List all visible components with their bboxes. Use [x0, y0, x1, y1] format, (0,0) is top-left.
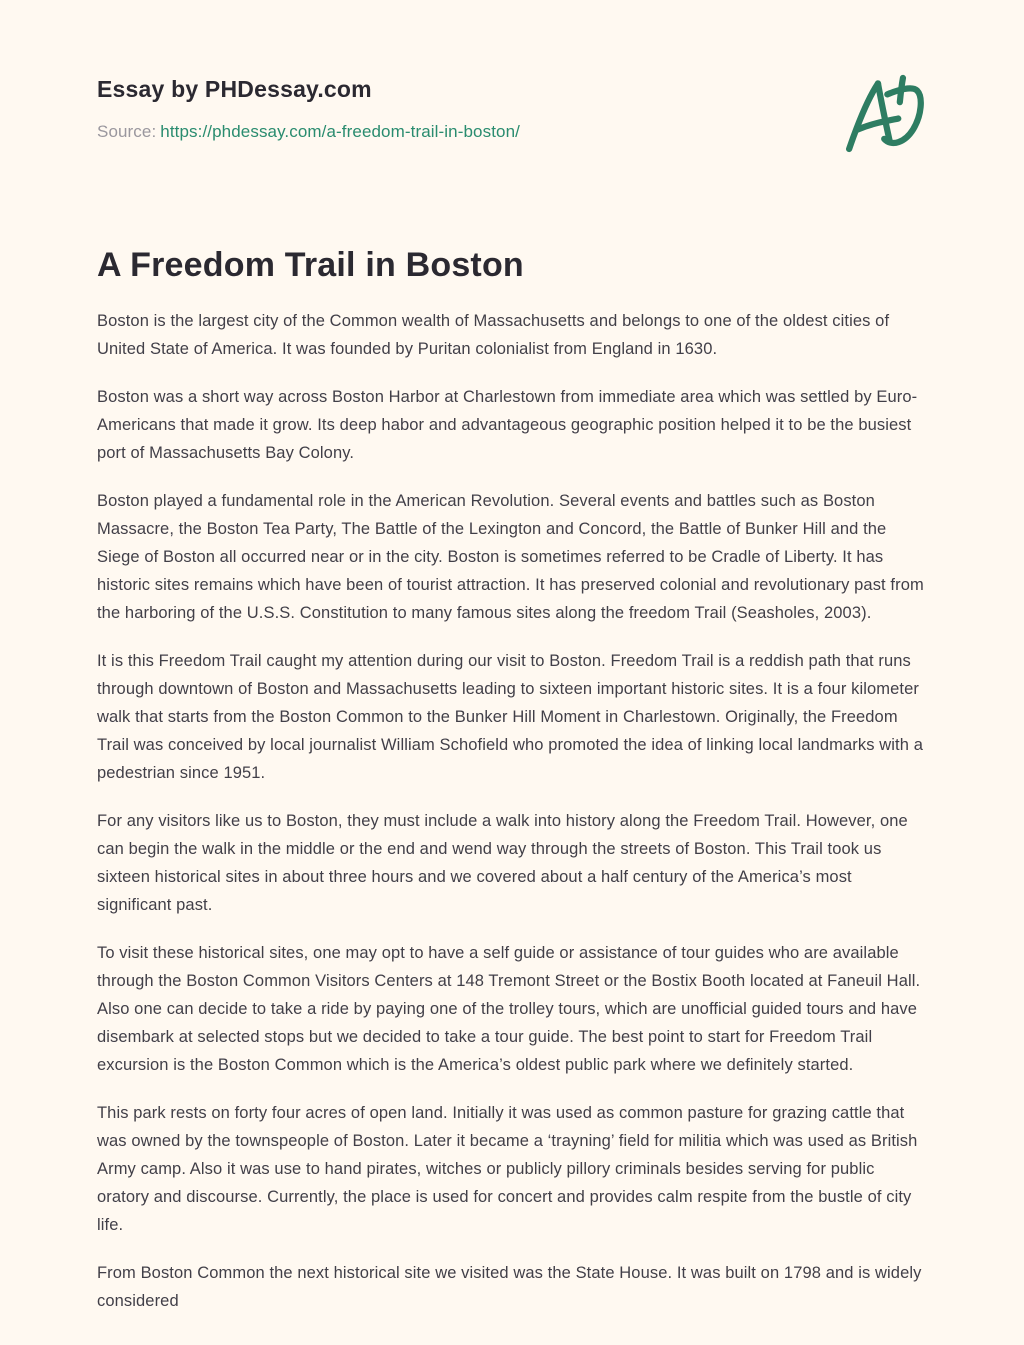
essay-paragraph: Boston was a short way across Boston Harbor at Charlestown from immediate area which was settled by Euro-Americans that made it grow. Its deep habor and advantageous geographic position helped it to be the busiest port of Massachusetts Bay Colony. — [97, 388, 918, 462]
a-plus-swoosh-icon — [846, 72, 924, 162]
site-title: Essay by PHDessay.com — [97, 76, 372, 102]
essay-body — [97, 307, 926, 1315]
source-line — [97, 122, 520, 142]
source-label: Source: — [97, 122, 157, 141]
essay-paragraph: This park rests on forty four acres of open land. Initially it was used as common pasture for grazing cattle that was owned by the townspeople of Boston. Later it became a ‘trayning’ field for militia which was used as British Army camp. Also it was use to hand pirates, witches or publicly pillory criminals besides serving for public oratory and discourse. Currently, the place is used for concert and provides calm respite from the bustle of city life. — [97, 1104, 918, 1234]
essay-paragraph: To visit these historical sites, one may opt to have a self guide or assistance of tour guides who are available through the Boston Common Visitors Centers at 148 Tremont Street or the Bostix Booth located at Faneuil Hall. Also one can decide to take a ride by paying one of the trolley tours, which are unofficial guided tours and have disembark at selected stops but we decided to take a tour guide. The best point to start for Freedom Trail excursion is the Boston Common which is the America’s oldest public park where we definitely started. — [97, 944, 921, 1074]
page-header — [97, 76, 926, 162]
source-link[interactable]: https://phdessay.com/a-freedom-trail-in-boston/ — [160, 122, 520, 141]
essay-title: A Freedom Trail in Boston — [97, 246, 524, 284]
essay-paragraph: It is this Freedom Trail caught my attention during our visit to Boston. Freedom Trail is a reddish path that runs through downtown of Boston and Massachusetts leading to sixteen important historic sites. It is a four kilometer walk that starts from the Boston Common to the Bunker Hill Moment in Charlestown. Originally, the Freedom Trail was conceived by local journalist William Schofield who promoted the idea of linking local landmarks with a pedestrian since 1951. — [97, 652, 923, 782]
essay-paragraph: Boston is the largest city of the Common wealth of Massachusetts and belongs to one of the oldest cities of United State of America. It was founded by Puritan colonialist from England in 1630. — [97, 312, 890, 358]
essay-content — [97, 247, 926, 1315]
essay-paragraph: For any visitors like us to Boston, they must include a walk into history along the Freedom Trail. However, one can begin the walk in the middle or the end and wend way through the streets of Boston. This Trail took us sixteen historical sites in about three hours and we covered about a half century of the America’s most significant past. — [97, 812, 908, 914]
essay-paragraph: From Boston Common the next historical site we visited was the State House. It was built on 1798 and is widely considered — [97, 1264, 922, 1310]
header-text-block — [97, 76, 520, 142]
phdessay-logo — [846, 72, 924, 162]
essay-paragraph: Boston played a fundamental role in the American Revolution. Several events and battles such as Boston Massacre, the Boston Tea Party, The Battle of the Lexington and Concord, the Battle of Bunker Hill and the Siege of Boston all occurred near or in the city. Boston is sometimes referred to be Cradle of Liberty. It has historic sites remains which have been of tourist attraction. It has preserved colonial and revolutionary past from the harboring of the U.S.S. Constitution to many famous sites along the freedom Trail (Seasholes, 2003). — [97, 492, 924, 622]
